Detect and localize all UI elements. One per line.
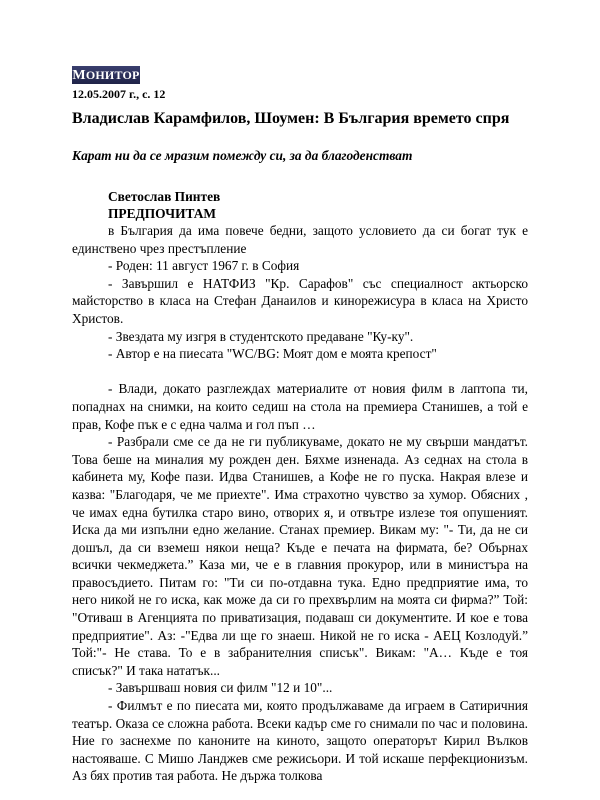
paragraph: - Звездата му изгря в студентското предаване "Ку-ку".: [108, 328, 414, 344]
article-subheadline: Карат ни да се мразим помежду си, за да благоденстват: [72, 148, 413, 163]
paragraph: - Разбрали сме се да не ги публикуваме, докато не му свърши мандатът. Това беше на миналия му рожден ден. Бяхме изненада. Аз седнах на стола в кабинета му, Кофе пази. Идва Станишев, а Кофе не го пуска. Накрая влезе и казва: "Благодаря, че ме приехте". Има страхотно чувство за хумор. Обясних , че имах една бутилка старо вино, отворих я, и отвътре излезе тоя опушеният. Иска да ми изпълни едно желание. Станах премиер. Викам му: "- Ти, да не си дошъл, да си вземеш някои неща? Къде е печата на фирмата, бе? Обърнах всички чекмеджета.” Каза ми, че е в главния прокурор, или в министъра на правосъдието. Питам го: "Ти си по-отдавна тука. Едно предприятие има, то него никой не го иска, как може да си го прехвърлим на моята си фирма?” Той: "Отиваш в Агенцията по приватизация, подаваш си документите. И кое е това предприятие". Аз: -"Едва ли ще го знаеш. Никой не го иска - АЕЦ Козлодуй.” Той:"- Не става. То е в забранителния списък". Викам: "А… Къде е тоя списък?" И така нататък...: [72, 434, 528, 678]
monitor-logo: МОНИТОР: [72, 68, 140, 83]
paragraph: - Влади, докато разглеждах материалите от новия филм в лаптопа ти, попаднах на снимки, на които седиш на стола на премиера Станишев, а той е прав, Кофе пък е с една чалма и гол пъп …: [72, 381, 528, 432]
paragraph: - Автор е на пиесата "WC/BG: Моят дом е моята крепост": [108, 346, 437, 362]
paragraph: - Филмът е по пиесата ми, която продължаваме да играем в Сатиричния театър. Оказа се сложна работа. Всеки кадър сме го снимали по час и половина. Ние го заснехме по каноните на киното, защото операторът Кирил Вълков настояваше. С Мишо Ланджев сме режисьори. И той искаше перфекционизъм. Аз бях против тая работа. Не държа толкова: [72, 698, 528, 784]
article-headline: Владислав Карамфилов, Шоумен: В България времето спря: [72, 110, 510, 127]
author-name: Светослав Пинтев: [108, 189, 221, 204]
article-body: [72, 222, 528, 785]
paragraph: - Завършил е НАТФИЗ "Кр. Сарафов" със специалност актьорско майсторство в класа на Стефан Данаилов и кинорежисура в класа на Христо Христов.: [72, 275, 528, 326]
section-title: ПРЕДПОЧИТАМ: [108, 206, 217, 221]
paragraph: в България да има повече бедни, защото условието да си богат тук е единствено чрез престъпление: [72, 223, 528, 256]
paragraph: - Завършваш новия си филм "12 и 10"...: [108, 680, 333, 696]
paragraph: - Роден: 11 август 1967 г. в София: [108, 258, 300, 274]
publication-date: 12.05.2007 г., с. 12: [72, 87, 166, 101]
